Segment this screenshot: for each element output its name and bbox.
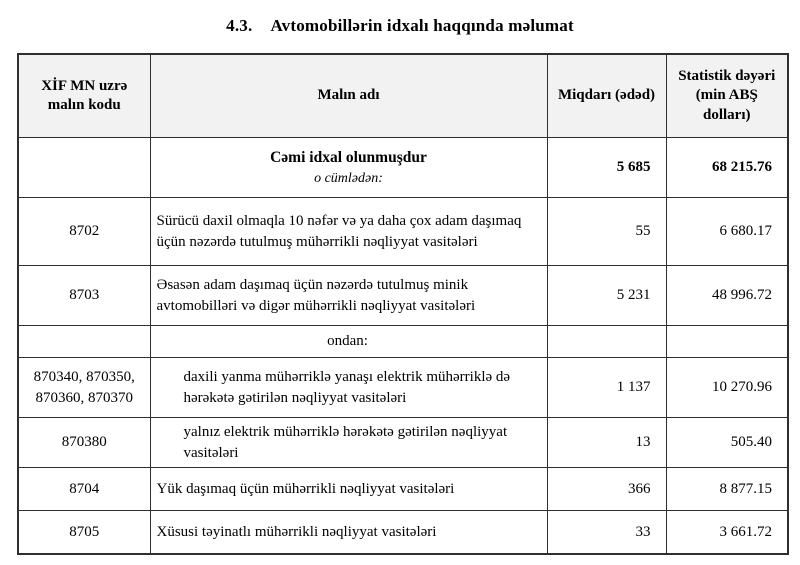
- cell-value: 68 215.76: [666, 138, 788, 198]
- cell-qty: 1 137: [547, 358, 666, 418]
- total-label: Cəmi idxal olunmuşdur: [270, 149, 427, 167]
- table-row-total: [18, 138, 788, 198]
- cell-value: 3 661.72: [666, 511, 788, 554]
- table-row: [18, 198, 788, 266]
- cell-qty: [547, 326, 666, 358]
- table-body: [18, 138, 788, 554]
- cell-name: yalnız elektrik mühərriklə hərəkətə gətirilən nəqliyyat vasitələri: [150, 418, 547, 468]
- table-row: [18, 418, 788, 468]
- header-qty: Miqdarı (ədəd): [547, 54, 666, 138]
- cell-value: 10 270.96: [666, 358, 788, 418]
- total-sublabel: o cümlədən:: [314, 170, 383, 186]
- cell-name: Xüsusi təyinatlı mühərrikli nəqliyyat vasitələri: [150, 511, 547, 554]
- cell-qty: 55: [547, 198, 666, 266]
- section-number: 4.3.: [226, 16, 253, 35]
- cell-value: 505.40: [666, 418, 788, 468]
- cell-code: 870340, 870350, 870360, 870370: [18, 358, 150, 418]
- page-title: [0, 16, 800, 36]
- header-code: XİF MN uzrə malın kodu: [18, 54, 150, 138]
- imports-table: [17, 53, 789, 555]
- cell-value: 48 996.72: [666, 266, 788, 326]
- cell-name: ondan:: [150, 326, 547, 358]
- table-header: [18, 54, 788, 138]
- cell-qty: 13: [547, 418, 666, 468]
- cell-qty: 5 685: [547, 138, 666, 198]
- cell-name: Yük daşımaq üçün mühərrikli nəqliyyat vasitələri: [150, 468, 547, 511]
- cell-qty: 366: [547, 468, 666, 511]
- table-row-ondan: [18, 326, 788, 358]
- cell-name: Əsasən adam daşımaq üçün nəzərdə tutulmuş minik avtomobilləri və digər mühərrikli nəqliyyat vasitələri: [150, 266, 547, 326]
- table-row: [18, 266, 788, 326]
- header-value: Statistik dəyəri (min ABŞ dolları): [666, 54, 788, 138]
- cell-code: 8704: [18, 468, 150, 511]
- cell-code: 8703: [18, 266, 150, 326]
- cell-name: daxili yanma mühərriklə yanaşı elektrik mühərriklə də hərəkətə gətirilən nəqliyyat vasitələri: [150, 358, 547, 418]
- cell-code: 8705: [18, 511, 150, 554]
- cell-qty: 5 231: [547, 266, 666, 326]
- table-row: [18, 468, 788, 511]
- cell-name: [150, 138, 547, 198]
- section-title-text: Avtomobillərin idxalı haqqında məlumat: [270, 16, 574, 35]
- table-row: [18, 511, 788, 554]
- cell-value: 6 680.17: [666, 198, 788, 266]
- table-row: [18, 358, 788, 418]
- cell-code: 870380: [18, 418, 150, 468]
- cell-code: 8702: [18, 198, 150, 266]
- cell-code: [18, 326, 150, 358]
- cell-name: Sürücü daxil olmaqla 10 nəfər və ya daha çox adam daşımaq üçün nəzərdə tutulmuş mühərrikli nəqliyyat vasitələri: [150, 198, 547, 266]
- cell-qty: 33: [547, 511, 666, 554]
- header-name: Malın adı: [150, 54, 547, 138]
- cell-code: [18, 138, 150, 198]
- cell-value: 8 877.15: [666, 468, 788, 511]
- table-header-row: [18, 54, 788, 138]
- cell-value: [666, 326, 788, 358]
